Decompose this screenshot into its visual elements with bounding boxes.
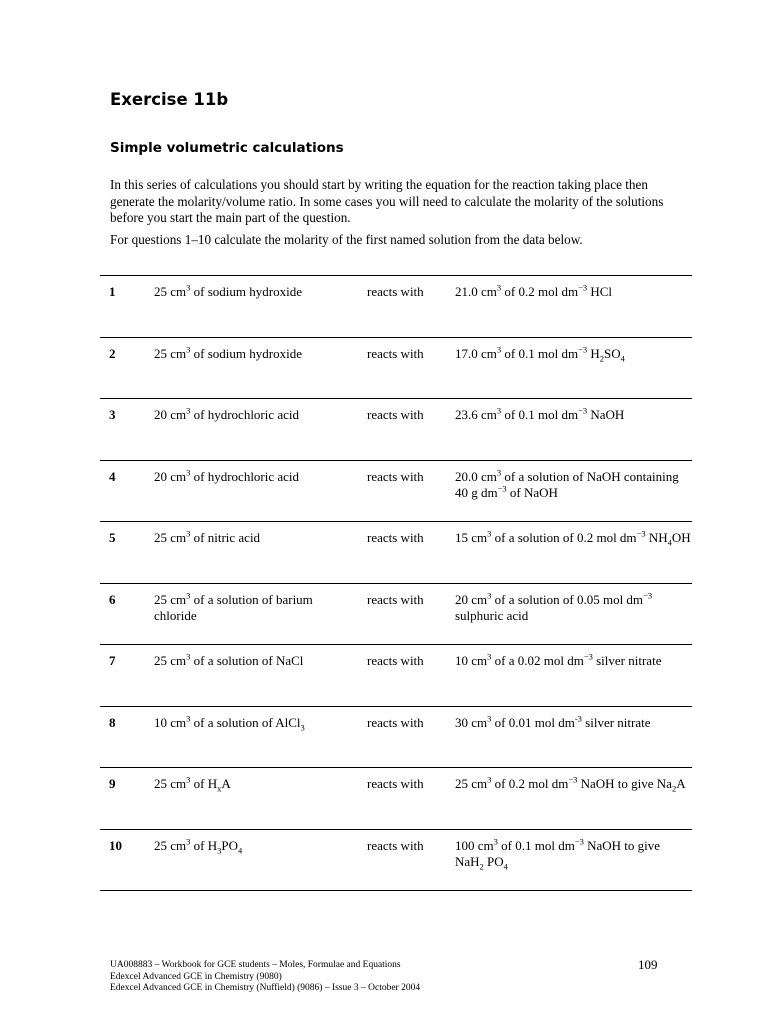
exercise-title: Exercise 11b bbox=[110, 90, 229, 109]
second-solution: 100 $cm^3$ of 0.1 mol $dm^{-3}$ NaOH to give NaH$_2$ $PO_4$ bbox=[455, 836, 661, 872]
table-row bbox=[100, 645, 692, 707]
second-solution: 15 $cm^3$ of a solution of 0.2 mol $dm^{-3}$ $NH_4OH$ bbox=[455, 528, 691, 548]
page-footer bbox=[110, 960, 420, 995]
question-number: 5 bbox=[109, 530, 116, 545]
reacts-with-label: reacts with bbox=[367, 284, 424, 299]
footer-line-1: UA008883 – Workbook for GCE students – Moles, Formulae and Equations bbox=[110, 960, 401, 970]
section-subtitle: Simple volumetric calculations bbox=[110, 140, 344, 156]
first-solution: 10 $cm^3$ of a solution of AlCl$_3$ bbox=[154, 713, 305, 733]
second-solution: 10 $cm^3$ of a 0.02 mol $dm^{-3}$ silver nitrate bbox=[455, 651, 662, 668]
first-solution: 20 $cm^3$ of hydrochloric acid bbox=[154, 405, 300, 422]
reacts-with-label: reacts with bbox=[367, 468, 424, 484]
table-row bbox=[100, 830, 692, 892]
question-number: 2 bbox=[109, 345, 116, 361]
footer-line-3: Edexcel Advanced GCE in Chemistry (Nuffield) (9086) – Issue 3 – October 2004 bbox=[110, 983, 421, 993]
table-row bbox=[100, 338, 692, 400]
question-number: 9 bbox=[109, 776, 116, 791]
reacts-with-label: reacts with bbox=[367, 653, 424, 668]
first-solution: 20 $cm^3$ of hydrochloric acid bbox=[154, 467, 300, 484]
reacts-with-label: reacts with bbox=[367, 407, 424, 422]
first-solution: 25 $cm^3$ of a solution of NaCl bbox=[154, 651, 304, 668]
first-solution: 25 $cm^3$ of nitric acid bbox=[154, 528, 261, 545]
question-number: 7 bbox=[109, 653, 116, 668]
reacts-with-label: reacts with bbox=[367, 345, 424, 361]
question-number: 10 bbox=[109, 837, 122, 853]
question-number: 3 bbox=[109, 407, 116, 422]
second-solution: 25 $cm^3$ of 0.2 mol $dm^{-3}$ NaOH to give $Na_2A$ bbox=[455, 774, 686, 794]
reacts-with-label: reacts with bbox=[367, 714, 424, 730]
second-solution: 17.0 $cm^3$ of 0.1 mol $dm^{-3}$ $H_2SO_4$ bbox=[455, 344, 625, 364]
table-row bbox=[100, 707, 692, 769]
footer-line-2: Edexcel Advanced GCE in Chemistry (9080) bbox=[110, 971, 282, 982]
questions-table bbox=[100, 275, 692, 891]
reacts-with-label: reacts with bbox=[367, 837, 424, 853]
question-number: 1 bbox=[109, 284, 116, 299]
reacts-with-label: reacts with bbox=[367, 776, 424, 791]
first-solution: 25 $cm^3$ of $H_3PO_4$ bbox=[154, 836, 243, 856]
page-number: 109 bbox=[638, 957, 658, 972]
second-solution: 20.0 $cm^3$ of a solution of NaOH containing 40 g $dm^{-3}$ of NaOH bbox=[455, 467, 679, 500]
first-solution: 25 $cm^3$ of sodium hydroxide bbox=[154, 344, 302, 361]
second-solution: 23.6 $cm^3$ of 0.1 mol $dm^{-3}$ NaOH bbox=[455, 405, 625, 422]
table-row bbox=[100, 399, 692, 461]
first-solution: 25 $cm^3$ of a solution of barium chloride bbox=[154, 590, 313, 623]
reacts-with-label: reacts with bbox=[367, 530, 424, 545]
second-solution: 20 $cm^3$ of a solution of 0.05 mol $dm^{-3}$ sulphuric acid bbox=[455, 590, 653, 623]
instruction-paragraph: For questions 1–10 calculate the molarity of the first named solution from the data below. bbox=[110, 232, 583, 247]
first-solution: 25 $cm^3$ of sodium hydroxide bbox=[154, 282, 302, 299]
first-solution: 25 $cm^3$ of $H_xA$ bbox=[154, 774, 231, 794]
intro-paragraph: In this series of calculations you should start by writing the equation for the reaction taking place then generate the molarity/volume ratio. In some cases you will need to calculate the molarity of the solutions before you start the main part of the question. bbox=[110, 177, 664, 225]
question-number: 6 bbox=[109, 591, 116, 607]
question-number: 8 bbox=[109, 714, 116, 730]
reacts-with-label: reacts with bbox=[367, 591, 424, 607]
table-row bbox=[100, 584, 692, 646]
table-row bbox=[100, 276, 692, 338]
table-row bbox=[100, 461, 692, 523]
second-solution: 21.0 $cm^3$ of 0.2 mol $dm^{-3}$ HCl bbox=[455, 282, 613, 299]
table-row bbox=[100, 522, 692, 584]
second-solution: 30 $cm^3$ of 0.01 mol $dm^{-3}$ silver nitrate bbox=[455, 713, 651, 730]
question-number: 4 bbox=[109, 468, 116, 484]
table-row bbox=[100, 768, 692, 830]
